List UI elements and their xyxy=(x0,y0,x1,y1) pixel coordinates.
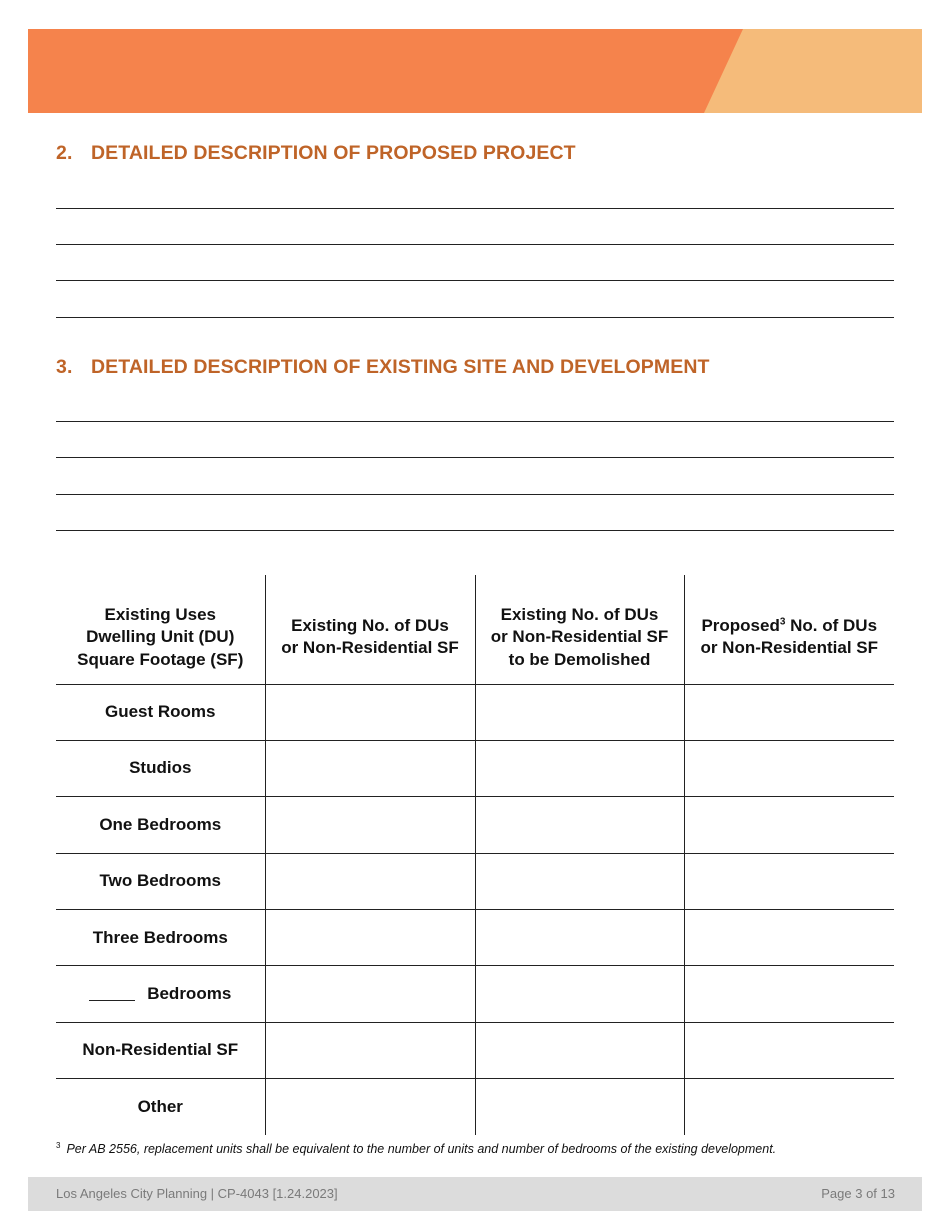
header-demolished-count xyxy=(475,575,684,684)
cell-demolished-two-bedrooms[interactable] xyxy=(475,853,684,909)
cell-proposed-one-bedrooms[interactable] xyxy=(684,797,894,853)
cell-existing-other[interactable] xyxy=(265,1079,475,1135)
footnote-text: Per AB 2556, replacement units shall be equivalent to the number of units and number of bedrooms of the existing development. xyxy=(66,1142,777,1157)
footnote-marker: 3 xyxy=(56,1141,61,1150)
header-existing-uses-line-2: Dwelling Unit (DU) xyxy=(86,627,235,646)
cell-proposed-two-bedrooms[interactable] xyxy=(684,853,894,909)
table-row-two-bedrooms xyxy=(56,853,894,909)
bedroom-count-blank[interactable] xyxy=(89,1000,135,1001)
row-label: One Bedrooms xyxy=(56,797,265,853)
row-label-custom-bedrooms xyxy=(56,966,265,1022)
header-existing-uses-line-1: Existing Uses xyxy=(104,604,216,624)
cell-demolished-studios[interactable] xyxy=(475,740,684,796)
cell-proposed-three-bedrooms[interactable] xyxy=(684,910,894,966)
cell-existing-guest-rooms[interactable] xyxy=(265,684,475,740)
section-3-line-4[interactable] xyxy=(56,530,894,531)
table-row-other xyxy=(56,1079,894,1135)
cell-demolished-guest-rooms[interactable] xyxy=(475,684,684,740)
cell-proposed-studios[interactable] xyxy=(684,740,894,796)
header-demolished-line-1: Existing No. of DUs xyxy=(500,604,659,624)
cell-existing-three-bedrooms[interactable] xyxy=(265,910,475,966)
table-row-guest-rooms xyxy=(56,684,894,740)
section-2-heading: DETAILED DESCRIPTION OF PROPOSED PROJECT xyxy=(91,142,576,164)
row-label: Guest Rooms xyxy=(56,684,265,740)
footer-form-id: Los Angeles City Planning | CP-4043 [1.24.2023] xyxy=(56,1186,338,1201)
header-demolished-line-3: to be Demolished xyxy=(508,649,651,669)
header-proposed-line-1 xyxy=(689,615,891,638)
header-existing-uses-line-3: Square Footage (SF) xyxy=(77,649,244,669)
table-header-row xyxy=(56,575,894,684)
header-proposed-rest: No. of DUs xyxy=(785,615,878,635)
section-2-title xyxy=(56,142,576,165)
row-label: Non-Residential SF xyxy=(56,1022,265,1078)
cell-existing-two-bedrooms[interactable] xyxy=(265,853,475,909)
row-label: Bedrooms xyxy=(147,983,232,1003)
cell-existing-studios[interactable] xyxy=(265,740,475,796)
page-footer xyxy=(28,1177,922,1211)
cell-proposed-other[interactable] xyxy=(684,1079,894,1135)
header-proposed-word: Proposed xyxy=(701,615,780,635)
header-demolished-line-2: or Non-Residential SF xyxy=(490,627,669,646)
row-label: Studios xyxy=(56,740,265,796)
table-row-studios xyxy=(56,740,894,796)
banner-graphic xyxy=(28,29,922,113)
section-3-number: 3. xyxy=(56,356,73,378)
cell-existing-one-bedrooms[interactable] xyxy=(265,797,475,853)
dwelling-units-table xyxy=(56,575,894,1135)
header-proposed-line-2: or Non-Residential SF xyxy=(700,638,879,658)
table-row-one-bedrooms xyxy=(56,797,894,853)
section-2-number: 2. xyxy=(56,142,73,164)
section-3-heading: DETAILED DESCRIPTION OF EXISTING SITE AND DEVELOPMENT xyxy=(91,356,710,378)
cell-demolished-non-residential[interactable] xyxy=(475,1022,684,1078)
cell-proposed-non-residential[interactable] xyxy=(684,1022,894,1078)
row-label: Three Bedrooms xyxy=(56,910,265,966)
cell-existing-custom-bedrooms[interactable] xyxy=(265,966,475,1022)
cell-proposed-custom-bedrooms[interactable] xyxy=(684,966,894,1022)
section-3-title xyxy=(56,356,710,379)
cell-proposed-guest-rooms[interactable] xyxy=(684,684,894,740)
table-row-custom-bedrooms xyxy=(56,966,894,1022)
cell-existing-non-residential[interactable] xyxy=(265,1022,475,1078)
section-2-line-2[interactable] xyxy=(56,244,894,245)
cell-demolished-one-bedrooms[interactable] xyxy=(475,797,684,853)
footnote xyxy=(56,1141,776,1156)
row-label: Two Bedrooms xyxy=(56,853,265,909)
cell-demolished-custom-bedrooms[interactable] xyxy=(475,966,684,1022)
section-3-line-2[interactable] xyxy=(56,457,894,458)
header-existing-count-line-1: Existing No. of DUs xyxy=(291,615,449,635)
cell-demolished-three-bedrooms[interactable] xyxy=(475,910,684,966)
footnote-ref: 3 xyxy=(779,616,786,628)
footer-page-number: Page 3 of 13 xyxy=(821,1186,895,1201)
header-existing-count xyxy=(265,575,475,684)
section-3-line-3[interactable] xyxy=(56,494,894,495)
table-row-three-bedrooms xyxy=(56,910,894,966)
header-proposed-count xyxy=(684,575,894,684)
cell-demolished-other[interactable] xyxy=(475,1079,684,1135)
section-2-line-3[interactable] xyxy=(56,280,894,281)
header-existing-uses xyxy=(56,575,265,684)
section-2-line-4[interactable] xyxy=(56,317,894,318)
header-banner xyxy=(28,29,922,113)
section-2-line-1[interactable] xyxy=(56,208,894,209)
section-3-line-1[interactable] xyxy=(56,421,894,422)
row-label: Other xyxy=(56,1079,265,1135)
header-existing-count-line-2: or Non-Residential SF xyxy=(281,638,459,658)
table-row-non-residential-sf xyxy=(56,1022,894,1078)
